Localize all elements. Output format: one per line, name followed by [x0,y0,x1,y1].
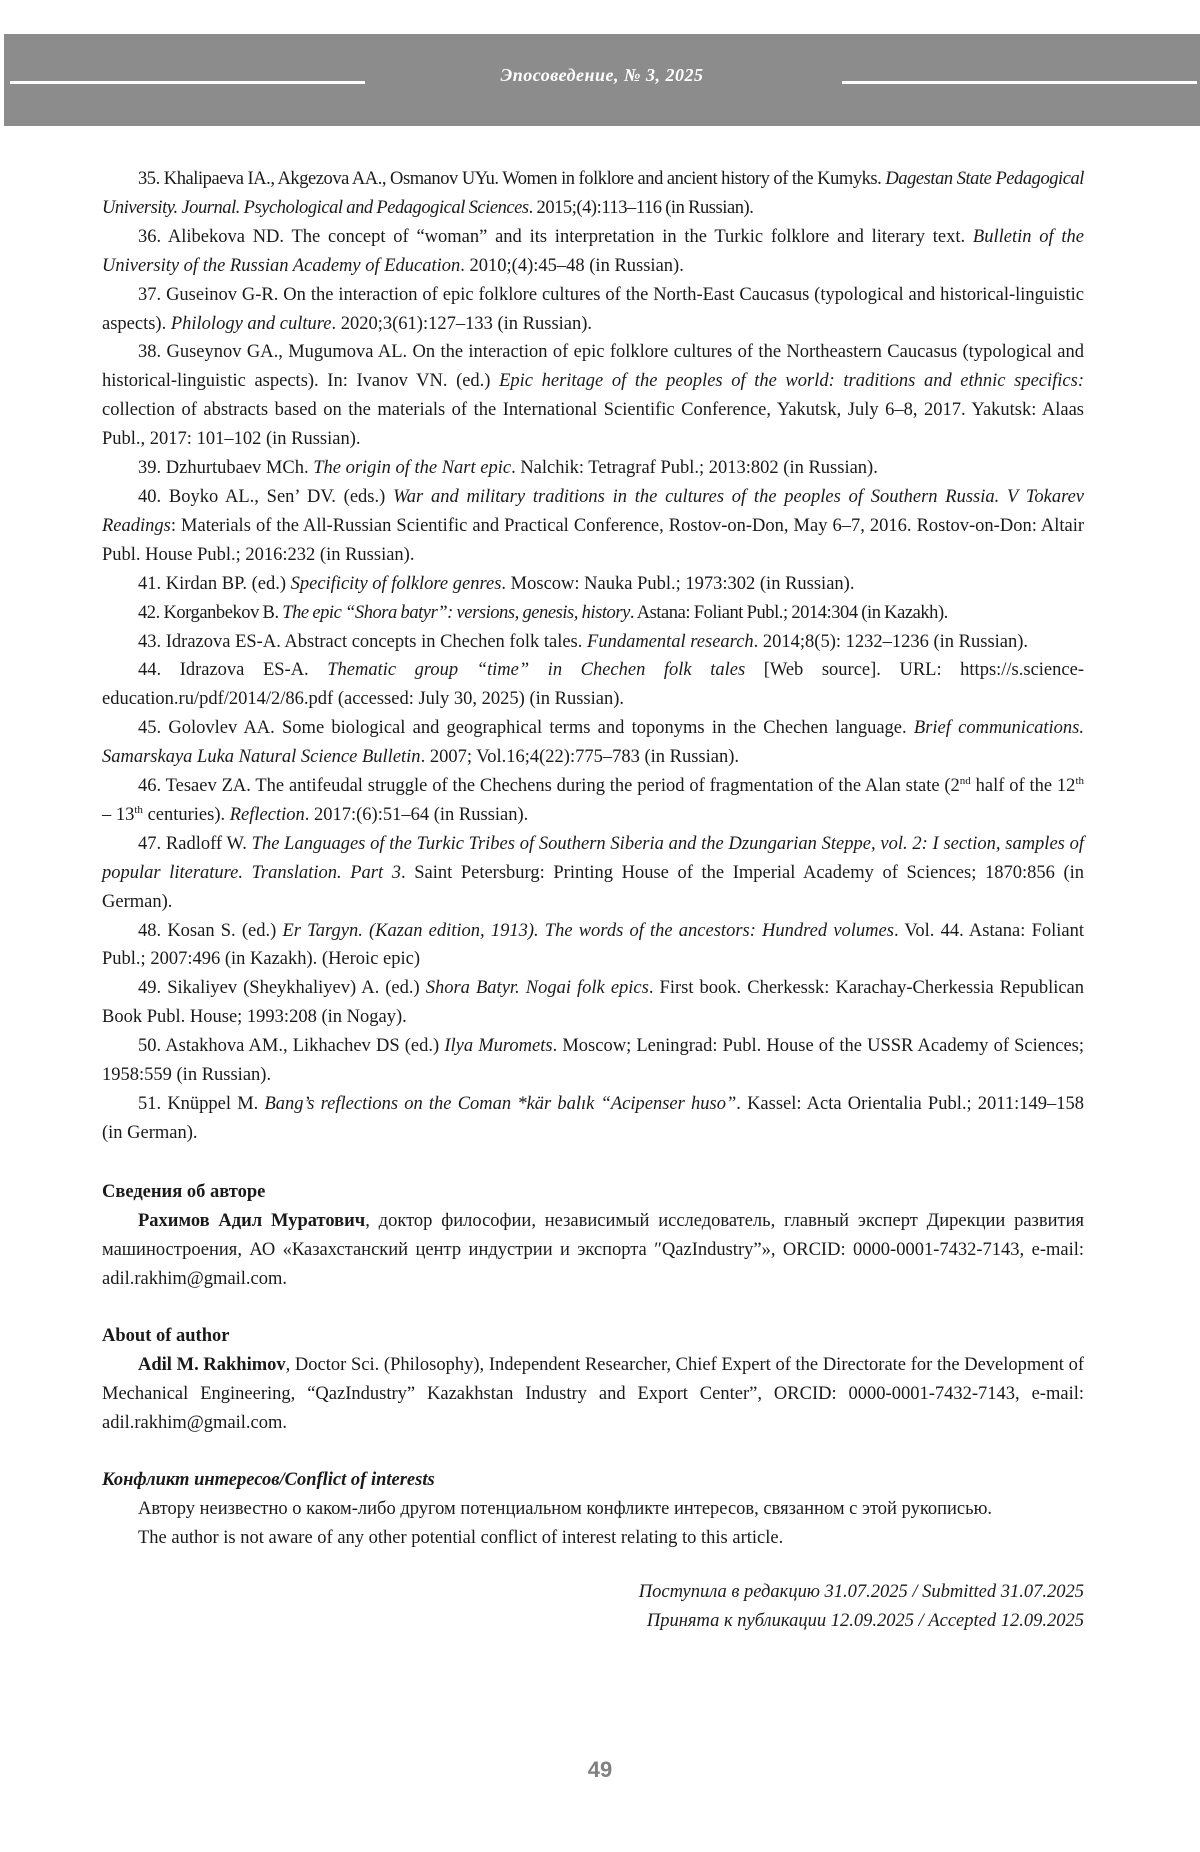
reference-text: Astakhova AM., Likhachev DS (ed.) [165,1036,445,1057]
reference-title: Dagestan State Pedagogical University. Journal. Psychological and Pedagogical Sciences [102,169,1084,218]
reference-text: Radloff W. [165,833,252,854]
reference-item [102,483,1084,570]
reference-item [102,830,1084,917]
reference-item [102,165,1084,223]
reference-text: . 2015;(4):113–116 (in Russian). [528,197,754,218]
reference-item [102,281,1084,339]
reference-text: centuries). [142,804,230,825]
reference-superscript: th [134,803,143,816]
reference-text: – 13 [102,804,135,825]
reference-text: Kosan S. (ed.) [167,920,283,941]
reference-list [102,165,1084,1148]
reference-title: Specificity of folklore genres [290,573,502,594]
reference-number: 50. [138,1036,162,1057]
reference-text: Alibekova ND. The concept of “woman” and its interpretation in the Turkic folklore and literary text. [167,226,973,247]
reference-title: The epic “Shora batyr”: versions, genesis, history [282,602,630,623]
reference-text: . First book. Cherkessk: Karachay-Cherkessia Republican Book Publ. House; 1993:208 (in Nogay). [102,978,1085,1028]
reference-text: . 2017:(6):51–64 (in Russian). [304,804,529,825]
reference-number: 41. [138,573,162,594]
reference-item [102,656,1084,714]
author-ru-text: , доктор философии, независимый исследователь, главный эксперт Дирекции развития машиностроения, АО «Казахстанский центр индустрии и экспорта ″QazIndustry”», ORCID: 0000-0001-7432-7143, e-mail: adil.rakhim@gmail.com. [102,1210,1084,1289]
conflict-heading: Конфликт интересов/Conflict of interests [102,1469,435,1490]
reference-number: 40. [138,486,162,507]
reference-text: Idrazova ES-A. Abstract concepts in Chechen folk tales. [165,631,588,652]
reference-text: . Astana: Foliant Publ.; 2014:304 (in Kazakh). [629,602,948,623]
reference-item [102,570,1084,599]
reference-superscript: nd [959,774,971,787]
reference-item [102,599,1084,628]
reference-title: Philology and culture [170,313,332,334]
reference-text: Sikaliyev (Sheykhaliyev) A. (ed.) [167,978,426,999]
page-content [102,165,1084,1636]
reference-text: . Moscow: Nauka Publ.; 1973:302 (in Russian). [501,573,855,594]
submitted-date: Поступила в редакцию 31.07.2025 / Submitted 31.07.2025 [638,1581,1084,1602]
reference-text: Guseynov GA., Mugumova AL. On the interaction of epic folklore cultures of the Northeastern Caucasus (typological and historical-linguistic aspects). In: Ivanov VN. (ed.) [102,342,1084,392]
reference-title: Bang’s reflections on the Coman *kär balık “Acipenser huso” [264,1094,737,1114]
reference-text: : Materials of the All-Russian Scientific and Practical Conference, Rostov-on-Don, May 6–7, 2016. Rostov-on-Don: Altair Publ. House Publ.; 2016:232 (in Russian). [102,515,1084,565]
reference-text: . 2010;(4):45–48 (in Russian). [460,255,684,276]
reference-title: Er Targyn. (Kazan edition, 1913). The words of the ancestors: Hundred volumes [282,920,894,941]
accepted-date: Принята к публикации 12.09.2025 / Accepted 12.09.2025 [646,1610,1084,1631]
reference-text: Golovlev AA. Some biological and geographical terms and toponyms in the Chechen language. [168,718,914,739]
reference-text: Idrazova ES-A. [179,660,328,681]
reference-number: 47. [138,833,162,854]
reference-title: Shora Batyr. Nogai folk epics [425,978,649,999]
author-ru-name: Рахимов Адил Муратович [138,1210,366,1231]
reference-number: 37. [138,284,162,305]
reference-item [102,917,1084,975]
author-info-en [102,1322,1084,1438]
author-en-heading: About of author [102,1325,230,1346]
reference-text: Boyko AL., Sen’ DV. (eds.) [168,486,394,507]
reference-number: 49. [138,978,162,999]
reference-number: 43. [138,631,162,652]
reference-text: . 2007; Vol.16;4(22):775–783 (in Russian). [420,747,740,768]
reference-text: . Saint Petersburg: Printing House of the Imperial Academy of Sciences; 1870:856 (in German). [102,862,1084,912]
reference-title: Reflection [229,804,305,825]
reference-text: . Nalchik: Tetragraf Publ.; 2013:802 (in Russian). [511,458,878,479]
reference-title: Thematic group “time” in Chechen folk tales [327,660,746,681]
reference-number: 38. [138,342,162,363]
reference-text: Tesaev ZA. The antifeudal struggle of the Chechens during the period of fragmentation of the Alan state (2 [165,776,960,797]
reference-text: half of the 12 [970,776,1076,797]
author-ru-heading: Сведения об авторе [102,1181,266,1202]
header-rule-right [842,81,1197,84]
reference-title: Brief communications. Samarskaya Luka Natural Science Bulletin [102,718,1085,768]
reference-title: Epic heritage of the peoples of the world: traditions and ethnic specifics: [499,371,1084,392]
author-en-text: , Doctor Sci. (Philosophy), Independent Researcher, Chief Expert of the Directorate for the Development of Mechanical Engineering, “QazIndustry” Kazakhstan Industry and Export Center”, ORCID: 0000-0001-7432-7143, e-mail: adil.rakhim@gmail.com. [102,1354,1084,1433]
reference-item [102,974,1084,1032]
reference-text: Khalipaeva IA., Akgezova AA., Osmanov UYu. Women in folklore and ancient history of the Kumyks. [163,169,886,189]
reference-item [102,714,1084,772]
reference-item [102,1090,1084,1148]
reference-number: 48. [138,920,162,941]
page-number: 49 [587,1757,613,1782]
reference-title: Ilya Muromets [444,1036,553,1057]
reference-number: 44. [138,660,162,681]
reference-item [102,338,1084,454]
reference-superscript: th [1075,774,1084,787]
reference-text: . 2014;8(5): 1232–1236 (in Russian). [753,631,1029,652]
reference-number: 45. [138,718,162,739]
reference-item [102,628,1084,657]
author-en-paragraph [102,1351,1084,1438]
reference-title: War and military traditions in the cultures of the peoples of Southern Russia. V Tokarev Readings [102,486,1084,536]
reference-text: Korganbekov B. [163,602,283,623]
reference-title: The origin of the Nart epic [313,458,512,479]
reference-title: Bulletin of the University of the Russian Academy of Education [102,226,1085,276]
reference-item [102,454,1084,483]
reference-text: . Kassel: Acta Orientalia Publ.; 2011:149–158 (in German). [102,1094,1084,1143]
reference-text: . Moscow; Leningrad: Publ. House of the USSR Academy of Sciences; 1958:559 (in Russian). [102,1036,1084,1086]
reference-number: 39. [138,458,162,479]
reference-item [102,772,1084,830]
reference-item [102,223,1084,281]
reference-text: [Web source]. URL: https://s.science-education.ru/pdf/2014/2/86.pdf (accessed: July 30, 2025) (in Russian). [102,660,1084,710]
reference-text: Guseinov G-R. On the interaction of epic folklore cultures of the North-East Caucasus (typological and historical-linguistic aspects). [102,284,1085,334]
reference-text: Knüppel M. [167,1094,265,1114]
submission-dates [102,1578,1084,1636]
reference-text: Dzhurtubaev MCh. [165,458,314,479]
reference-text: . Vol. 44. Astana: Foliant Publ.; 2007:496 (in Kazakh). (Heroic epic) [102,920,1084,970]
reference-text: Kirdan BP. (ed.) [165,573,291,594]
conflict-of-interests [102,1466,1084,1553]
reference-number: 51. [138,1094,162,1114]
reference-text: collection of abstracts based on the materials of the International Scientific Conference, Yakutsk, July 6–8, 2017. Yakutsk: Alaas Publ., 2017: 101–102 (in Russian). [102,400,1084,450]
reference-text: . 2020;3(61):127–133 (in Russian). [331,313,593,334]
reference-number: 46. [138,776,162,797]
conflict-ru: Автору неизвестно о каком-либо другом потенциальном конфликте интересов, связанном с этой рукописью. [138,1498,993,1519]
journal-title: Эпосоведение, № 3, 2025 [500,65,704,85]
reference-number: 35. [138,169,160,189]
author-ru-paragraph [102,1207,1084,1294]
author-info-ru [102,1178,1084,1294]
reference-item [102,1032,1084,1090]
reference-number: 42. [138,602,160,623]
reference-number: 36. [138,226,162,247]
running-header [4,34,1200,126]
reference-title: The Languages of the Turkic Tribes of Southern Siberia and the Dzungarian Steppe, vol. 2: I section, samples of popular literature. Translation. Part 3 [102,833,1085,883]
author-en-name: Adil M. Rakhimov [138,1354,286,1375]
reference-title: Fundamental research [587,631,754,652]
conflict-en: The author is not aware of any other potential conflict of interest relating to this article. [138,1527,784,1548]
